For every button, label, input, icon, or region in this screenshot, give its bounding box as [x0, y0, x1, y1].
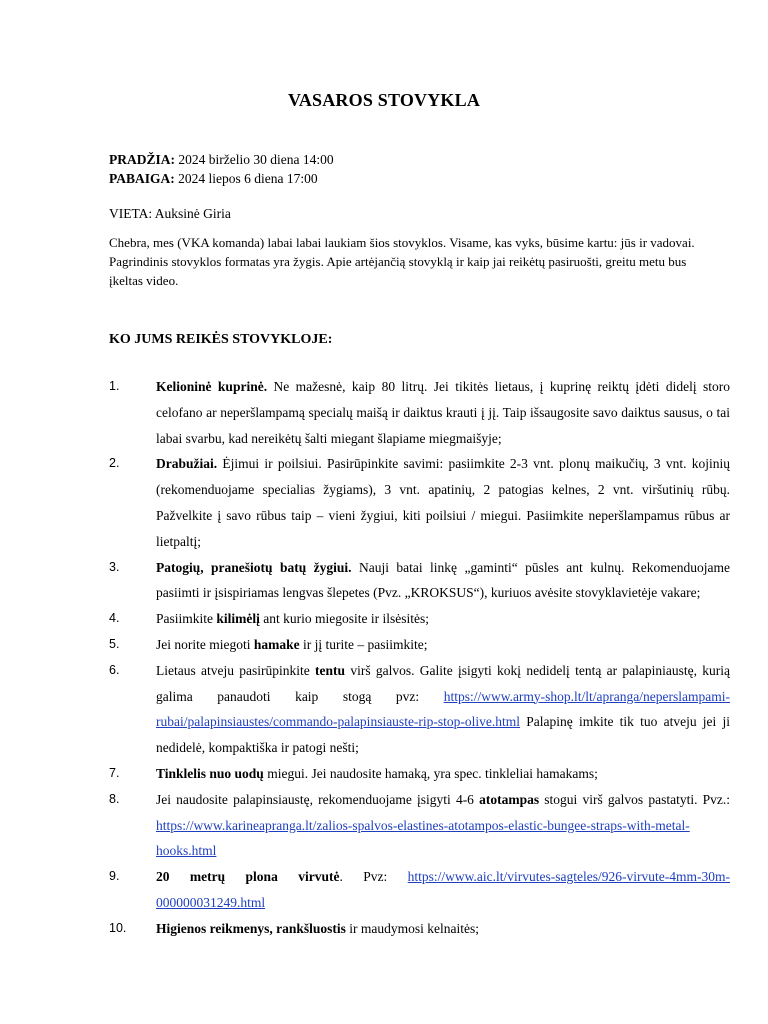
list-item-link[interactable]: https://www.army-shop.lt/lt/apranga/neperslampami-rubai/palapinsiaustes/commando-palapinsiauste-rip-stop-olive.html	[156, 688, 730, 730]
list-item-text: ant kurio miegosite ir ilsėsitės;	[259, 611, 429, 627]
list-item-text: Ėjimui ir poilsiui. Pasirūpinkite savimi: pasiimkite 2-3 vnt. plonų maikučių, 3 vnt. kojinių (rekomenduojame specialias žygiams), 3 vnt. apatinių, 2 patogias kelnes, 2 vnt. viršutinių rūbų. Pažvelkite į savo rūbus taip – vieni žygiui, kiti poilsiui / miegui. Pasiimkite neperšlampamus rūbus ar lietpaltį;	[156, 456, 730, 549]
list-item-number: 2.	[109, 456, 120, 471]
list-item-text: . Pvz:	[339, 869, 408, 885]
list-item-number: 7.	[109, 765, 120, 780]
list-item-text: Lietaus atveju pasirūpinkite	[156, 662, 316, 678]
list-item-number: 8.	[109, 791, 120, 806]
list-item-text: ir jį turite – pasiimkite;	[299, 636, 428, 652]
list-item-emphasis: tentu	[315, 662, 346, 678]
list-item-text: Jei naudosite palapinsiaustę, rekomenduojame įsigyti 4-6	[156, 791, 480, 807]
list-item-number: 1.	[109, 379, 120, 393]
list-item-text: Ne mažesnė, kaip 80 litrų. Jei tikitės lietaus, į kuprinę reiktų įdėti didelį storo celofano ar neperšlampamą specialų maišą ir daiktus krauti į jį. Taip išsaugosite savo daiktus sausus, o tai labai svarbu, kad nereikėtų šalti miegant šlapiame miegmaišyje;	[156, 379, 730, 446]
list-item	[109, 606, 730, 632]
start-label: PRADŽIA:	[109, 152, 175, 167]
list-item	[109, 555, 730, 607]
section-heading: KO JUMS REIKĖS STOVYKLOJE:	[109, 332, 333, 347]
end-line	[109, 169, 729, 188]
list-item-emphasis: 20 metrų plona virvutė	[156, 869, 340, 885]
document-title: VASAROS STOVYKLA	[287, 90, 481, 110]
start-value: 2024 birželio 30 diena 14:00	[178, 152, 334, 167]
end-value: 2024 liepos 6 diena 17:00	[178, 171, 318, 186]
list-item-emphasis: Tinklelis nuo uodų	[156, 765, 264, 781]
list-item	[109, 761, 730, 787]
list-item-number: 10.	[109, 920, 127, 935]
requirements-list	[109, 374, 730, 942]
list-item-text: Pasiimkite	[156, 611, 217, 627]
place-line	[109, 204, 729, 223]
list-item-emphasis: atotampas	[479, 791, 540, 807]
list-item-number: 9.	[109, 869, 120, 884]
list-item-emphasis: Patogių, pranešiotų batų žygiui.	[156, 559, 352, 575]
list-item-emphasis: Kelioninė kuprinė.	[156, 379, 268, 394]
list-item	[109, 916, 730, 942]
list-item-number: 6.	[109, 662, 120, 677]
list-item-text: stogui virš galvos pastatyti. Pvz.:	[539, 791, 730, 807]
list-item-emphasis: Drabužiai.	[156, 456, 218, 472]
list-item-number: 4.	[109, 611, 120, 626]
list-item	[109, 787, 730, 864]
list-item-text: ir maudymosi kelnaitės;	[345, 920, 480, 936]
place-text: VIETA: Auksinė Giria	[109, 206, 231, 221]
list-item	[109, 374, 730, 451]
list-item-emphasis: kilimėlį	[216, 611, 260, 627]
list-item-number: 5.	[109, 636, 120, 651]
list-item-text: Jei norite miegoti	[156, 636, 254, 652]
list-item-text: virš galvos. Galite įsigyti kokį nedidelį tentą ar palapiniaustę, kurią galima panaudoti kaip stogą pvz:	[156, 662, 730, 704]
list-item	[109, 451, 730, 554]
list-item-number: 3.	[109, 559, 120, 574]
list-item	[109, 658, 730, 761]
intro-paragraph: Chebra, mes (VKA komanda) labai labai laukiam šios stovyklos. Visame, kas vyks, būsime kartu: jūs ir vadovai. Pagrindinis stovyklos formatas yra žygis. Apie artėjančią stovyklą ir kaip jai reikėtų pasiruošti, greitu metu bus įkeltas video.	[109, 235, 695, 288]
end-label: PABAIGA:	[109, 171, 175, 186]
list-item-link[interactable]: https://www.karineapranga.lt/zalios-spalvos-elastines-atotampos-elastic-bungee-straps-with-metal-hooks.html	[156, 817, 690, 859]
list-item-emphasis: hamake	[253, 636, 300, 652]
list-item-emphasis: Higienos reikmenys, rankšluostis	[156, 920, 346, 936]
start-line	[109, 150, 729, 169]
list-item-text: Nauji batai linkę „gaminti“ pūsles ant kulnų. Rekomenduojame pasiimti ir įsispiriamas lengvas šlepetes (Pvz. „KROKSUS“), kuriuos avėsite stovyklavietėje vakare;	[156, 559, 730, 601]
list-item-text: miegui. Jei naudosite hamaką, yra spec. tinkleliai hamakams;	[263, 765, 598, 781]
list-item	[109, 864, 730, 916]
list-item	[109, 632, 730, 658]
list-item-text: Palapinę imkite tik tuo atveju jei ji nedidelė, kompaktiška ir patogi nešti;	[156, 714, 730, 756]
list-item-link[interactable]: https://www.aic.lt/virvutes-sagteles/926-virvute-4mm-30m-000000031249.html	[156, 869, 730, 910]
